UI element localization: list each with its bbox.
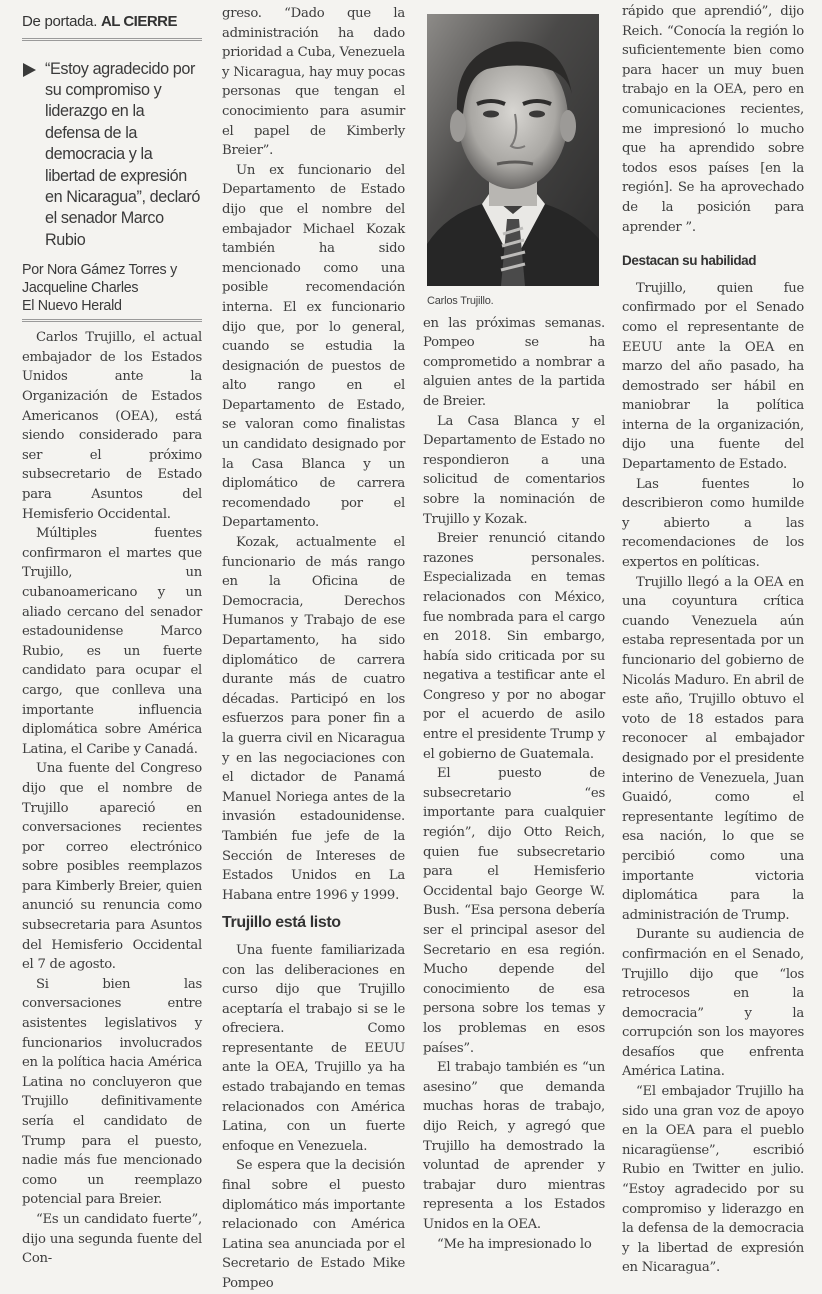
paragraph-continued: rápido que aprendió”, dijo Reich. “Conocía la región lo suficientemente bien como para hacer un muy buen trabajo en la OEA, pero en comunicaciones recientes, me impresionó lo mucho que ha aprendido sobre todos esos países [en la región]. Se ha aprovechado de la posición para aprender ”. (622, 4, 804, 235)
photo-caption: Carlos Trujillo. (427, 295, 494, 307)
paragraph: La Casa Blanca y el Departamento de Estado no respondieron a una solicitud de comentarios sobre la nominación de Trujillo y Kozak. (423, 413, 605, 527)
paragraph: Se espera que la decisión final sobre el puesto diplomático más importante relacionado con América Latina sea anunciada por el Secretario de Estado Mike Pompeo (222, 1158, 405, 1291)
column-3 (423, 0, 605, 1254)
paragraph: El puesto de subsecretario “es importante para cualquier región”, dijo Otto Reich, quien fue subsecretario para el Hemisferio Occidental bajo George W. Bush. “Esa persona debería ser el principal asesor del Secretario en esa región. Mucho depende del conocimiento de esa persona sobre los temas y los problemas en esos países”. (423, 766, 605, 1056)
byline-publication: El Nuevo Herald (22, 298, 122, 315)
paragraph: Breier renunció citando razones personales. Especializada en temas relacionados con México, fue nombrada para el cargo en 2018. Sin embargo, había sido criticada por su negativa a testificar ante el Congreso y por no abogar por el acuerdo de asilo entre el presidente Trump y el gobierno de Guatemala. (423, 531, 605, 762)
paragraph-continued: en las próximas semanas. Pompeo se ha comprometido a nombrar a alguien antes de la partida de Breier. (423, 315, 605, 409)
paragraph: Una fuente familiarizada con las deliberaciones en curso dijo que Trujillo aceptaría el trabajo si se le ofreciera. Como representante de EEUU ante la OEA, Trujillo ya ha estado trabajando en temas relacionados con América Latina, con un fuerte enfoque en Venezuela. (222, 942, 405, 1154)
paragraph: Carlos Trujillo, el actual embajador de los Estados Unidos ante la Organización de Estados Americanos (OEA), está siendo considerado para ser el próximo subsecretario de Estado para Asuntos del Hemisferio Occidental. (22, 330, 202, 522)
subheading: Destacan su habilidad (622, 253, 757, 269)
portrait-image-icon (427, 14, 599, 286)
triangle-right-icon (23, 63, 36, 77)
paragraph: Una fuente del Congreso dijo que el nombre de Trujillo apareció en conversaciones recientes por correo electrónico sobre posibles reemplazos para Kimberly Breier, quien anunció su renuncia como subsecretaria para Asuntos del Hemisferio Occidental el 7 de agosto. (22, 761, 202, 973)
paragraph: Kozak, actualmente el funcionario de más rango en la Oficina de Democracia, Derechos Humanos y Trabajo de ese Departamento, ha sido diplomático de carrera durante más de cuatro décadas. Participó en los esfuerzos para poner fin a la guerra civil en Nicaragua y en las negociaciones con el dictador de Panamá Manuel Noriega antes de la invasión estadounidense. También fue jefe de la Sección de Intereses de Estados Unidos en La Habana entre 1996 y 1999. (222, 535, 405, 903)
paragraph: “El embajador Trujillo ha sido una gran voz de apoyo en la OEA para el pueblo nicaragüense”, escribió Rubio en Twitter en julio. “Estoy agradecido por su compromiso y liderazgo en la defensa de la democracia y la libertad de expresión en Nicaragua”. (622, 1084, 804, 1276)
pull-quote-text: “Estoy agradecido por su compromiso y liderazgo en la defensa de la democracia y la libertad de expresión en Nicaragua”, declaró el senador Marco Rubio (45, 59, 200, 249)
paragraph: “Es un candidato fuerte”, dijo una segunda fuente del Con- (22, 1211, 202, 1267)
byline-authors-1: Por Nora Gámez Torres y (22, 262, 177, 279)
paragraph: Trujillo llegó a la OEA en una coyuntura crítica cuando Venezuela aún estaba representada por un funcionario del gobierno de Nicolás Maduro. En abril de este año, Trujillo obtuvo el voto de 18 estados para reconocer al embajador designado por el presidente interino de Venezuela, Juan Guaidó, como el representante legítimo de esa nación, lo que se percibió como una importante victoria diplomática para la administración de Trump. (622, 574, 804, 923)
paragraph: Si bien las conversaciones entre asistentes legislativos y funcionarios involucrados en la política hacia América Latina no concluyeron que Trujillo definitivamente sería el candidato de Trump para el puesto, nadie más fue mencionado como un reemplazo potencial para Breier. (22, 976, 202, 1208)
column-4 (622, 2, 804, 1278)
column-1 (22, 0, 202, 1269)
paragraph: Las fuentes lo describieron como humilde y abierto a las recomendaciones de los expertos en políticas. (622, 476, 804, 571)
paragraph: “Me ha impresionado lo (437, 1236, 592, 1252)
photo-block (423, 14, 605, 312)
subheading: Trujillo está listo (222, 914, 341, 932)
column-2 (222, 4, 405, 1294)
paragraph: Un ex funcionario del Departamento de Estado dijo que el nombre del embajador Michael Kozak también ha sido mencionado como una posible recomendación interna. El ex funcionario dijo que, por lo general, cuando se estudia la designación de puestos de alto rango en el Departamento de Estado, se valoran como finalistas un candidato designado por la Casa Blanca y un diplomático de carrera recomendado por el Departamento. (222, 162, 405, 531)
paragraph: El trabajo también es “un asesino” que demanda muchas horas de trabajo, dijo Reich, y agregó que Trujillo ha demostrado la voluntad de aprender y trabajar duro mientras representa a los Estados Unidos en la OEA. (423, 1060, 605, 1232)
byline (22, 261, 202, 322)
section-prefix: De portada. (22, 13, 101, 30)
paragraph: Múltiples fuentes confirmaron el martes que Trujillo, un cubanoamericano y un aliado cercano del senador estadounidense Marco Rubio, es un fuerte candidato para ocupar el cargo, que conlleva una importante influencia diplomática sobre América Latina, el Caribe y Canadá. (22, 526, 202, 757)
portrait-photo (427, 14, 599, 286)
section-name: AL CIERRE (100, 13, 178, 30)
paragraph-continued: greso. “Dado que la administración ha dado prioridad a Cuba, Venezuela y Nicaragua, hay muy pocas personas que tengan el conocimiento para asumir el papel de Kimberly Breier”. (222, 6, 405, 159)
byline-authors-2: Jacqueline Charles (22, 280, 139, 297)
pull-quote (22, 59, 202, 252)
section-label (22, 0, 202, 41)
paragraph: Durante su audiencia de confirmación en el Senado, Trujillo dijo que “los retrocesos en la democracia” y la corrupción son los mayores desafíos que enfrenta América Latina. (622, 927, 804, 1080)
paragraph: Trujillo, quien fue confirmado por el Senado como el representante de EEUU ante la OEA en marzo del año pasado, ha demostrado ser hábil en maniobrar la política interna de la organización, dijo una fuente del Departamento de Estado. (622, 280, 804, 473)
